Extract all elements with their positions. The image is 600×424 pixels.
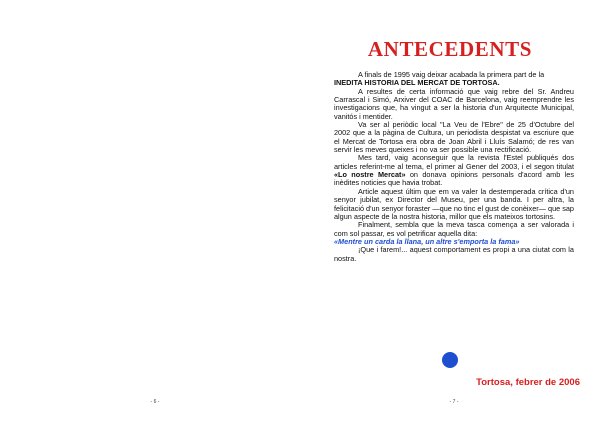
paragraph-1-heading: INEDITA HISTORIA DEL MERCAT DE TORTOSA. [334, 78, 500, 88]
page-number-left: - 6 - [150, 399, 160, 405]
paragraph-4-text-c: on donava opinions personals d'acord amb les inèdites noticies que havia trobat. [334, 170, 574, 188]
page-number-right: - 7 - [449, 399, 459, 405]
signature-line: Tortosa, febrer de 2006 [476, 377, 580, 388]
paragraph-4-text-a: Mes tard, vaig aconseguir que la revista l'Estel publiqués dos articles referint-me al tema, el primer al Gener del 2003, i el segon titulat [334, 153, 574, 171]
right-page [300, 0, 600, 424]
paragraph-1 [334, 71, 574, 88]
paragraph-4 [334, 154, 574, 187]
paragraph-4-article-title: «Lo nostre Mercat» [334, 170, 406, 180]
quote: «Mentre un carda la llana, un altre s'emporta la fama» [334, 236, 520, 246]
body-text [334, 71, 574, 263]
paragraph-7: ¡Que i farem!... aquest comportament es propi a una ciutat com la nostra. [334, 245, 574, 263]
paragraph-2: A resultes de certa informació que vaig rebre del Sr. Andreu Carrascal i Simó, Arxiver del COAC de Barcelona, vaig reemprendre les investigacions que, ha vingut a ser la historia d'un Arquitecte Municipal, vanitós i mentider. [334, 86, 574, 121]
blue-dot-icon [442, 352, 458, 368]
paragraph-3: Va ser al periòdic local "La Veu de l'Ebre" de 25 d'Octubre del 2002 que a la pàgina de Cultura, un periodista despistat va escriure que el Mercat de Tortosa era obra de Joan Abril i Lluís Salamó; de res van servir les meves queixes i no va ser possible una rectificació. [334, 120, 574, 155]
paragraph-6: Finalment, sembla que la meva tasca comença a ser valorada i com sol passar, es vol petrificar aquella dita: [334, 220, 574, 238]
paragraph-5: Article aquest últim que em va valer la destemperada crítica d'un senyor jubilat, ex Director del Museu, per una banda. I per altra, la felicitació d'un senyor foraster —que no tinc el gust de conèixer— que sap algun aspecte de la nostra historia, millor que els mateixos tortosins. [334, 186, 574, 221]
paragraph-1-text: A finals de 1995 vaig deixar acabada la primera part de la [358, 70, 545, 79]
page-title: ANTECEDENTS [367, 37, 533, 61]
